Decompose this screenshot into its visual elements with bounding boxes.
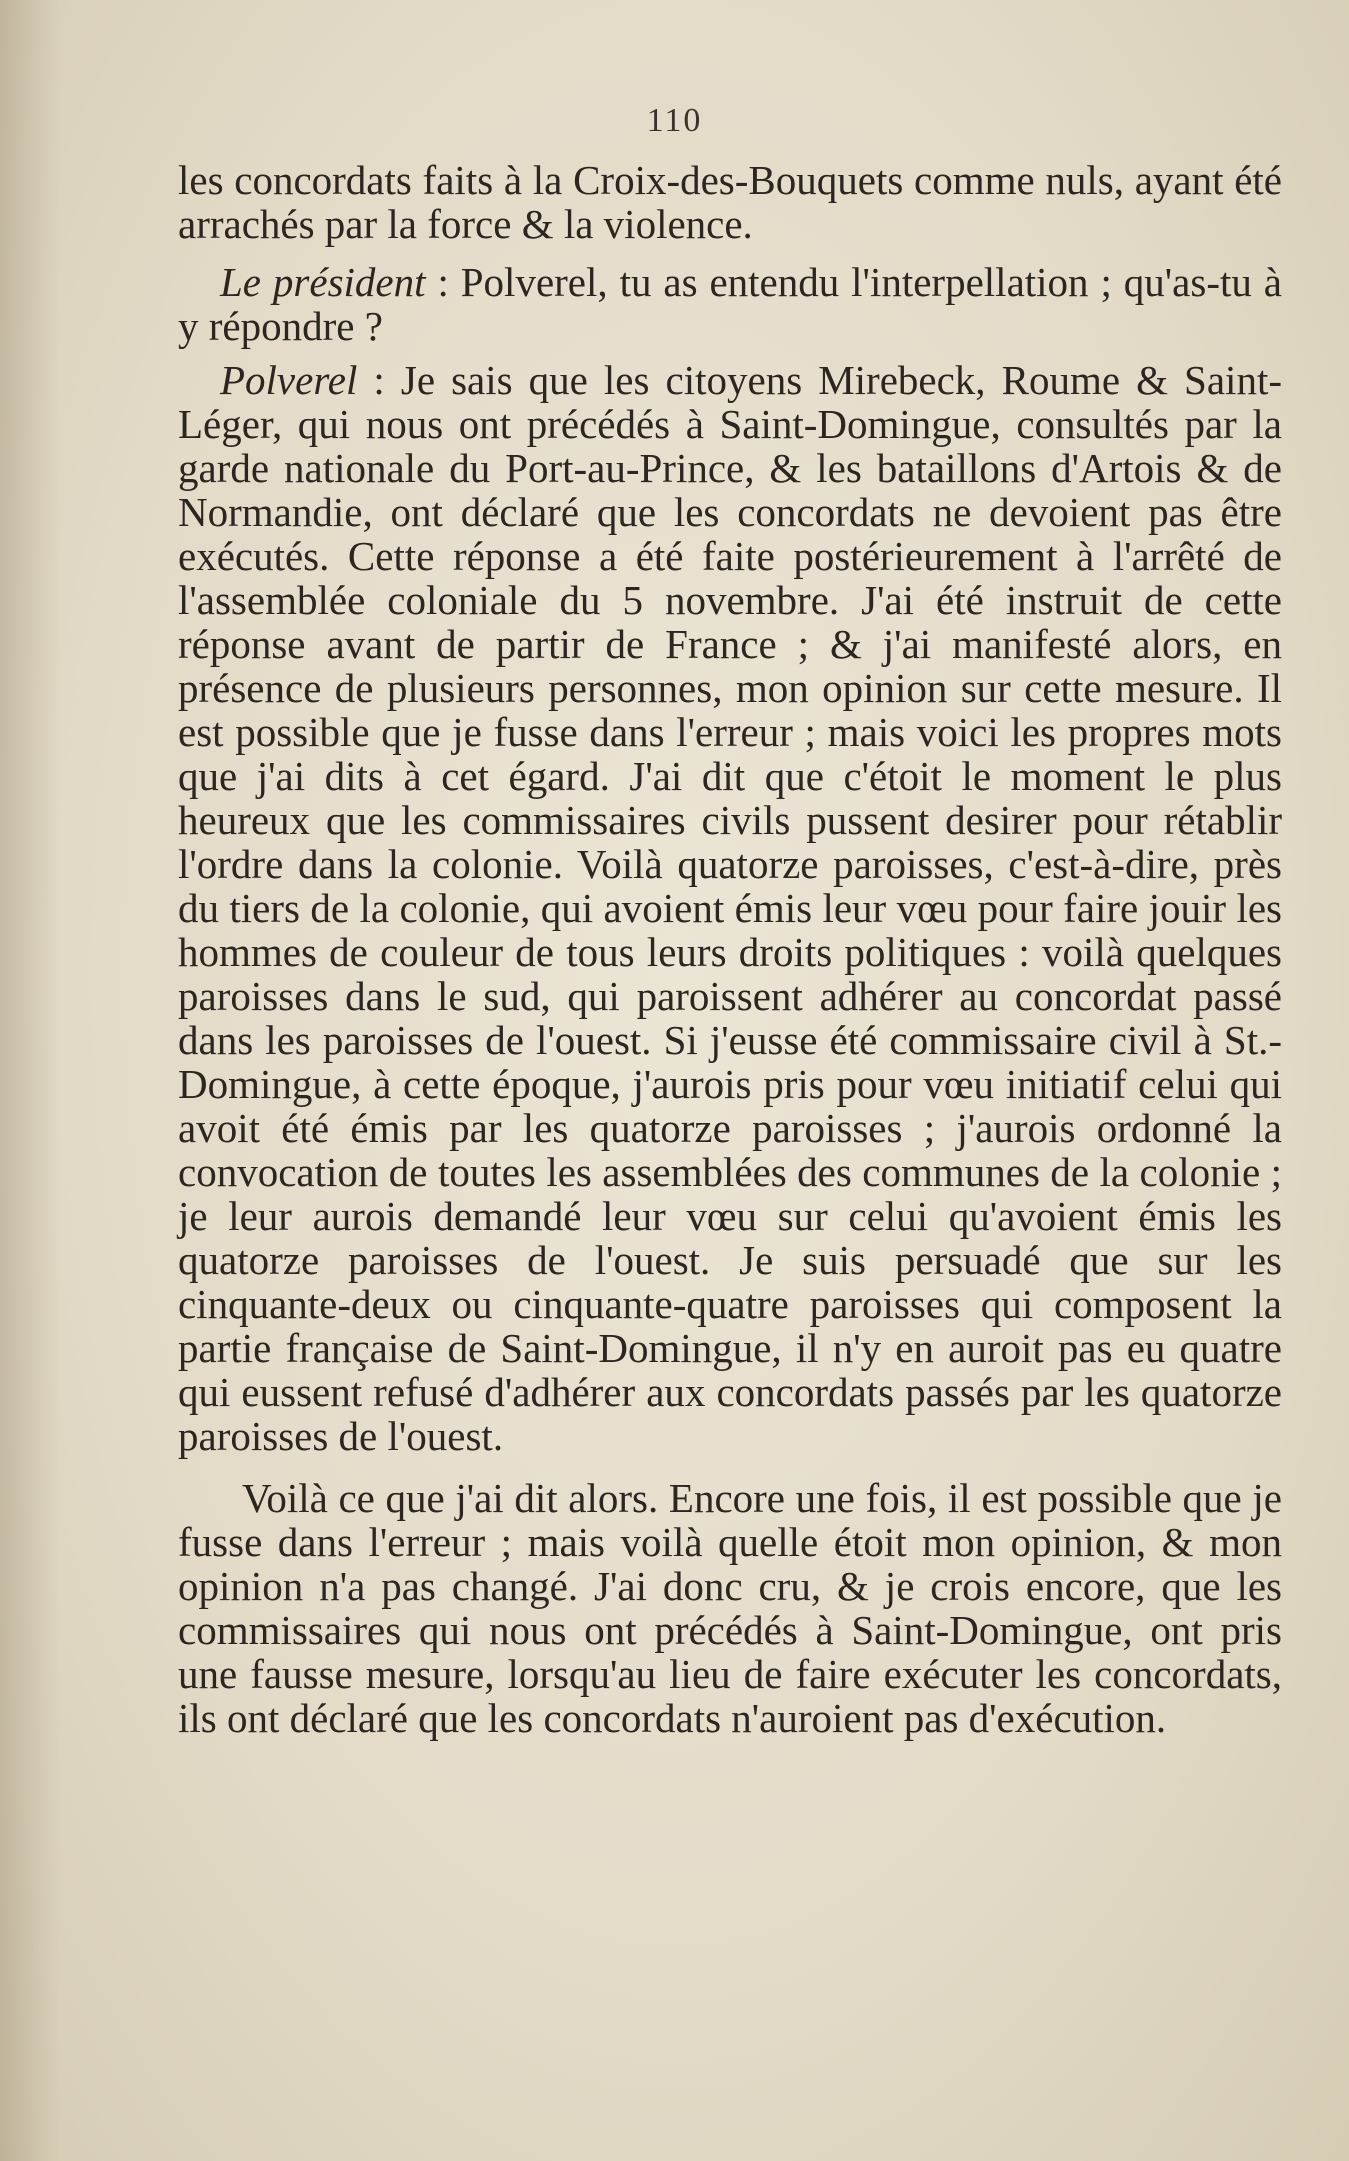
paragraph-3-text: : Je sais que les citoyens Mirebeck, Roume & Saint-Léger, qui nous ont précédés à Saint-Domingue, consultés par la garde nationale du Port-au-Prince, & les bataillons d'Artois & de Normandie, ont déclaré que les concordats ne devoient pas être exécutés. Cette réponse a été faite postérieurement à l'arrêté de l'assemblée coloniale du 5 novembre. J'ai été instruit de cette réponse avant de partir de France ; & j'ai manifesté alors, en présence de plusieurs personnes, mon opinion sur cette mesure. Il est possible que je fusse dans l'erreur ; mais voici les propres mots que j'ai dits à cet égard. J'ai dit que c'étoit le moment le plus heureux que les commissaires civils pussent desirer pour rétablir l'ordre dans la colonie. Voilà quatorze paroisses, c'est-à-dire, près du tiers de la colonie, qui avoient émis leur vœu pour faire jouir les hommes de couleur de tous leurs droits politiques : voilà quelques paroisses dans le sud, qui paroissent adhérer au concordat passé dans les paroisses de l'ouest. Si j'eusse été commissaire civil à St.-Domingue, à cette époque, j'aurois pris pour vœu initiatif celui qui avoit été émis par les quatorze paroisses ; j'aurois ordonné la convocation de toutes les assemblées des communes de la colonie ; je leur aurois demandé leur vœu sur celui qu'avoient émis les quatorze paroisses de l'ouest. Je suis persuadé que sur les cinquante-deux ou cinquante-quatre paroisses qui composent la partie française de Saint-Domingue, il n'y en auroit pas eu quatre qui eussent refusé d'adhérer aux concordats passés par les quatorze paroisses de l'ouest.	[178, 357, 1282, 1459]
paragraph-1: les concordats faits à la Croix-des-Bouquets comme nuls, ayant été arrachés par la force & la violence.	[178, 157, 1282, 247]
speaker-label: Polverel	[220, 357, 358, 403]
page-body	[178, 158, 1282, 1740]
speaker-label: Le président	[220, 259, 426, 305]
paragraph-2	[178, 260, 1282, 348]
paragraph-3	[178, 358, 1282, 1458]
paragraph-4: Voilà ce que j'ai dit alors. Encore une fois, il est possible que je fusse dans l'erreur ; mais voilà quelle étoit mon opinion, & mon opinion n'a pas changé. J'ai donc cru, & je crois encore, que les commissaires qui nous ont précédés à Saint-Domingue, ont pris une fausse mesure, lorsqu'au lieu de faire exécuter les concordats, ils ont déclaré que les concordats n'auroient pas d'exécution.	[178, 1475, 1282, 1741]
paragraph-2-text: : Polverel, tu as entendu l'interpellation ; qu'as-tu à y répondre ?	[178, 259, 1282, 349]
page-number: 110	[646, 102, 703, 139]
